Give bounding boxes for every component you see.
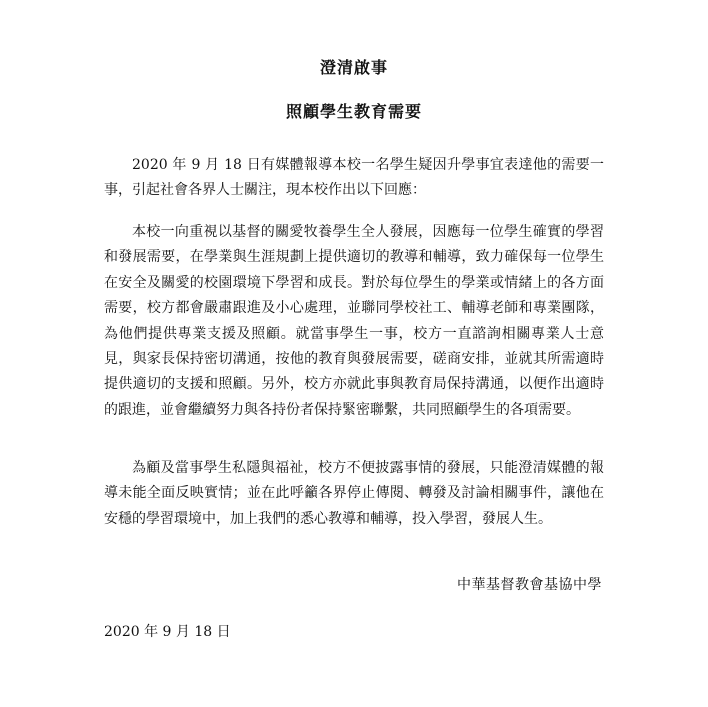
paragraph-intro: 2020 年 9 月 18 日有媒體報導本校一名學生疑因升學事宜表達他的需要一事，引起社會各界人士關注，現本校作出以下回應：: [104, 157, 604, 199]
document-subtitle: 照顧學生教育需要: [285, 102, 422, 121]
paragraph-privacy: 為顧及當事學生私隱與福祉，校方不便披露事情的發展，只能澄清媒體的報導未能全面反映實情；並在此呼籲各界停止傳閱、轉發及討論相關事件，讓他在安穩的學習環境中，加上我們的悉心教導和輔導，投入學習，發展人生。: [104, 460, 604, 527]
signature: 中華基督教會基協中學: [457, 577, 602, 593]
document-date: 2020 年 9 月 18 日: [104, 624, 231, 640]
document-title: 澄清啟事: [319, 58, 388, 77]
paragraph-response: 本校一向重視以基督的關愛牧養學生全人發展，因應每一位學生確實的學習和發展需要，在學業與生涯規劃上提供適切的教導和輔導，致力確保每一位學生在安全及關愛的校園環境下學習和成長。對於每位學生的學業或情緒上的各方面需要，校方都會嚴肅跟進及小心處理，並聯同學校社工、輔導老師和專業團隊，為他們提供專業支援及照顧。就當事學生一事，校方一直諮詢相關專業人士意見，與家長保持密切溝通，按他的教育與發展需要，磋商安排，並就其所需適時提供適切的支援和照顧。另外，校方亦就此事與教育局保持溝通，以便作出適時的跟進，並會繼續努力與各持份者保持緊密聯繫，共同照顧學生的各項需要。: [104, 224, 604, 418]
